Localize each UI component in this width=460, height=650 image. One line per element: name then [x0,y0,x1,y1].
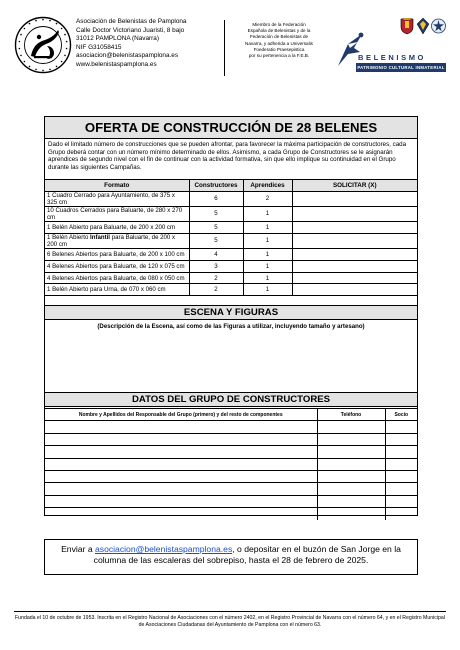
association-city: 31012 PAMPLONA (Navarra) [76,35,159,43]
send-email-link[interactable]: asociacion@belenistaspamplona.es [95,544,233,554]
aprendices-cell: 1 [243,272,292,284]
formato-cell [45,233,189,248]
aprendices-cell: 2 [243,191,292,206]
federation-membership [228,22,330,59]
constructores-cell: 2 [189,284,243,296]
member-name-field[interactable] [45,421,317,433]
member-socio-field[interactable] [385,483,417,495]
formato-text: 1 Belén Abierto [47,233,91,241]
coat-of-arms-icon [400,18,414,35]
federation-line: Federación de Belenistas de [249,34,309,40]
formato-cell: 1 Cuadro Cerrado para Ayuntamiento, de 375 x 325 cm [45,191,189,206]
federation-line: Miembro de la Federación [252,22,306,27]
aprendices-cell: 1 [243,206,292,221]
member-socio-field[interactable] [385,470,417,482]
member-row [45,470,417,482]
formato-cell: 1 Belén Abierto para Baluarte, de 200 x 200 cm [45,221,189,233]
solicitar-cell[interactable] [292,191,417,206]
constructores-cell: 5 [189,206,243,221]
member-row [45,446,417,458]
escena-title: ESCENA Y FIGURAS [45,305,417,320]
table-row [45,272,417,284]
escena-description-field[interactable] [47,333,415,387]
belenismo-tagline: PATRIMONIO CULTURAL INMATERIAL [357,65,445,70]
solicitar-cell[interactable] [292,221,417,233]
member-phone-field[interactable] [317,470,385,482]
aprendices-cell: 1 [243,284,292,296]
member-name-field[interactable] [45,470,317,482]
header-aprendices: Aprendices [243,180,292,192]
table-row [45,233,417,248]
header-solicitar: SOLICITAR (X) [292,180,417,192]
header-telefono: Teléfono [317,409,385,421]
solicitar-cell[interactable] [292,260,417,272]
member-row [45,495,417,507]
solicitar-cell[interactable] [292,272,417,284]
member-row [45,483,417,495]
member-phone-field[interactable] [317,458,385,470]
constructores-cell: 4 [189,248,243,260]
header-socio: Socio [385,409,417,421]
member-phone-field[interactable] [317,483,385,495]
solicitar-cell[interactable] [292,284,417,296]
association-web[interactable]: www.belenistaspamplona.es [76,60,157,68]
member-socio-field[interactable] [385,421,417,433]
federation-emblem-icon [416,17,430,35]
association-nif: NIF G31058415 [76,43,122,51]
federation-line: Española de Belenistas y de la [247,28,311,34]
form-title: OFERTA DE CONSTRUCCIÓN DE 28 BELENES [45,117,417,139]
form-intro: Dado el limitado número de construcciones que se pueden afrontar, para favorecer la máxima participación de constructores, cada Grupo deberá contar con un número mínimo determinado de ellos. Asimismo, a cada Grupo de Constructores se le asignarán aprendices de segundo nivel con el fin de continuar con la actividad formativa, sin que ello implique su continuidad en el Grupo durante las siguientes Campañas. [48,141,407,171]
member-socio-field[interactable] [385,508,417,520]
solicitar-cell[interactable] [292,233,417,248]
member-phone-field[interactable] [317,433,385,445]
association-address: Calle Doctor Victoriano Juaristi, 8 bajo [76,26,185,34]
header-divider [224,20,225,76]
belenismo-word: BELENISMO [358,53,426,62]
member-name-field[interactable] [45,483,317,495]
federation-line: por su pertenencia a la F.E.B. [248,53,310,59]
solicitar-cell[interactable] [292,248,417,260]
member-phone-field[interactable] [317,495,385,507]
formato-cell: 4 Belenes Abiertos para Baluarte, de 120 x 075 cm [45,260,189,272]
federation-line: Navarra, y adherida a Universalis [245,40,313,46]
association-info [76,18,187,70]
formats-table [45,179,417,296]
member-name-field[interactable] [45,433,317,445]
constructores-cell: 6 [189,191,243,206]
member-row [45,433,417,445]
table-row [45,248,417,260]
federation-line: Foederatio Praesepistica [253,46,305,52]
member-name-field[interactable] [45,458,317,470]
member-name-field[interactable] [45,446,317,458]
member-row [45,508,417,520]
member-phone-field[interactable] [317,421,385,433]
member-socio-field[interactable] [385,433,417,445]
member-phone-field[interactable] [317,446,385,458]
footer-registration: Fundada el 10 de octubre de 1953. Inscrita en el Registro Nacional de Asociaciones con el número 2402, en el Registro Provincial de Navarra con el número 64, y en el Registro Municipal de Asociaciones Ciudadanas del Ayuntamiento de Pamplona con el número 63. [14,611,446,630]
constructores-cell: 5 [189,233,243,248]
member-phone-field[interactable] [317,508,385,520]
aprendices-cell: 1 [243,248,292,260]
formato-cell: 10 Cuadros Cerrados para Baluarte, de 280 x 270 cm [45,206,189,221]
association-name: Asociación de Belenistas de Pamplona [76,18,187,25]
member-row [45,421,417,433]
member-socio-field[interactable] [385,458,417,470]
aprendices-cell: 1 [243,233,292,248]
formato-cell: 4 Belenes Abiertos para Baluarte, de 080 x 050 cm [45,272,189,284]
grupo-title: DATOS DEL GRUPO DE CONSTRUCTORES [45,392,417,407]
escena-subtitle: (Descripción de la Escena, así como de las Figuras a utilizar, incluyendo tamaño y artesano) [97,323,365,330]
formato-text: para Baluarte, de 200 x 200 cm [47,233,176,248]
formato-bold-text: Infantil [90,233,111,241]
association-email[interactable]: asociacion@belenistaspamplona.es [76,52,179,60]
table-row [45,260,417,272]
formato-cell: 1 Belén Abierto para Urna, de 070 x 060 cm [45,284,189,296]
header-formato: Formato [45,180,189,192]
member-row [45,458,417,470]
send-instructions [44,539,418,575]
header-nombre: Nombre y Apellidos del Responsable del Grupo (primero) y del resto de componentes [45,409,317,421]
member-socio-field[interactable] [385,446,417,458]
constructores-cell: 3 [189,260,243,272]
table-row [45,284,417,296]
aprendices-cell: 1 [243,260,292,272]
belenismo-logo [334,16,446,82]
member-name-field[interactable] [45,508,317,520]
members-header-row [45,409,417,421]
table-row [45,206,417,221]
constructores-cell: 5 [189,221,243,233]
constructores-cell: 2 [189,272,243,284]
member-socio-field[interactable] [385,495,417,507]
table-row [45,191,417,206]
formato-cell: 6 Belenes Abiertos para Baluarte, de 200 x 100 cm [45,248,189,260]
solicitar-cell[interactable] [292,206,417,221]
members-table [45,408,417,520]
table-row [45,221,417,233]
send-suffix: , o depositar en el buzón de San Jorge en la columna de las escaleras del sobrepiso, hasta el 28 de febrero de 2025. [93,544,401,565]
member-name-field[interactable] [45,495,317,507]
association-seal-icon [14,16,72,74]
header-constructores: Constructores [189,180,243,192]
construction-offer-form [44,116,418,516]
aprendices-cell: 1 [243,221,292,233]
table-header-row [45,180,417,192]
universalis-emblem-icon [431,18,446,34]
letterhead [14,16,446,82]
send-prefix: Enviar a [61,544,95,554]
